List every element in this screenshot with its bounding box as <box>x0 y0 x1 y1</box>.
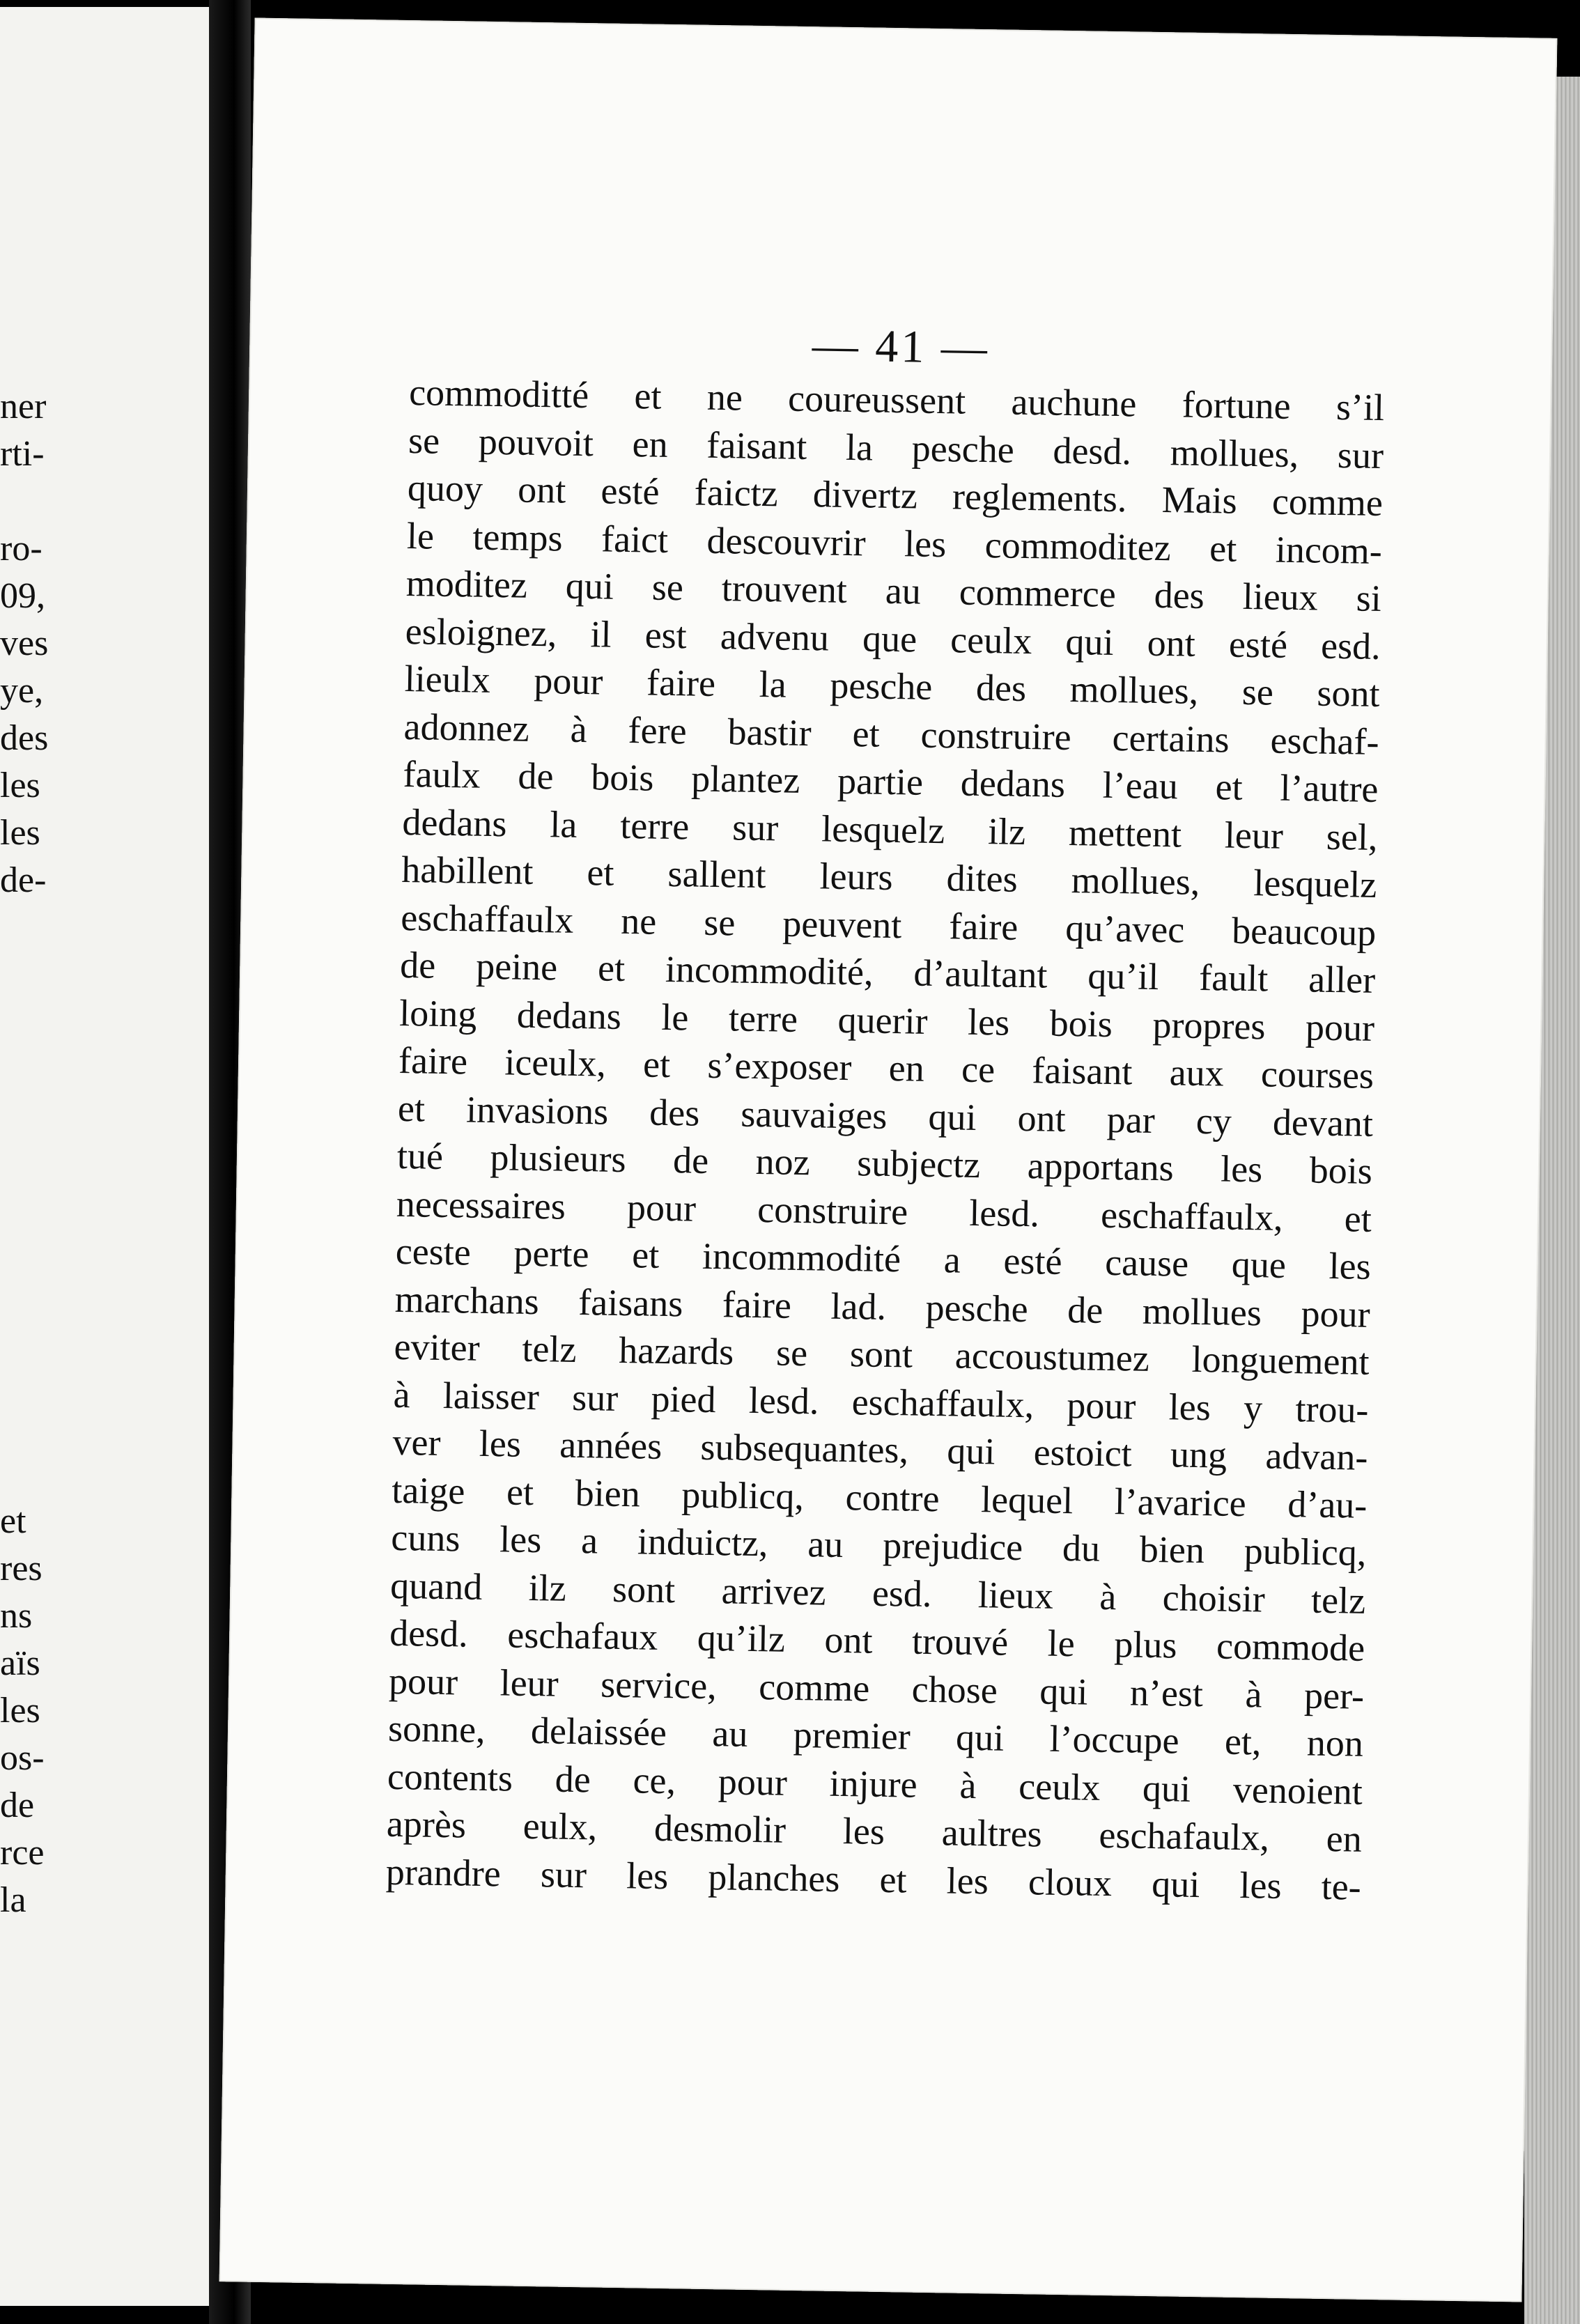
text-line: contents de ce, pour injure à ceulx qui venoient <box>387 1755 1363 1813</box>
left-page-fragment-line: et <box>0 1501 26 1541</box>
left-page-fragment-line: ye, <box>0 671 44 711</box>
left-page-fragment-line: les <box>0 766 40 805</box>
text-line: desd. eschafaux qu’ilz ont trouvé le plus commode <box>389 1611 1365 1669</box>
left-page-fragment <box>0 7 222 2306</box>
text-line: lieulx pour faire la pesche des mollues, se sont <box>404 658 1381 715</box>
text-line: marchans faisans faire lad. pesche de mollues pour <box>394 1278 1371 1335</box>
text-line: eschaffaulx ne se peuvent faire qu’avec beaucoup <box>400 896 1377 954</box>
text-line: ceste perte et incommodité a esté cause que les <box>395 1230 1372 1287</box>
text-line: moditez qui se trouvent au commerce des lieux si <box>405 562 1382 620</box>
text-line: necessaires pour construire lesd. eschaffaulx, et <box>396 1182 1372 1240</box>
text-line: ver les années subsequantes, qui estoict ung advan- <box>392 1420 1368 1478</box>
left-page-fragment-line: les <box>0 1691 40 1730</box>
left-page-fragment-line: de <box>0 1785 35 1825</box>
text-line: pour leur service, comme chose qui n’est à per- <box>388 1659 1365 1717</box>
text-line: quand ilz sont arrivez esd. lieux à choisir telz <box>389 1564 1366 1622</box>
text-line: dedans la terre sur lesquelz ilz mettent leur sel, <box>402 800 1378 858</box>
left-page-fragment-line: 09, <box>0 576 45 616</box>
text-line: taige et bien publicq, contre lequel l’avarice d’au- <box>392 1469 1368 1526</box>
text-line: après eulx, desmolir les aultres eschafaulx, en <box>386 1802 1363 1860</box>
left-page-fragment-line: os- <box>0 1738 45 1778</box>
left-page-fragment-line: les <box>0 813 40 853</box>
text-line: sonne, delaissée au premier qui l’occupe et, non <box>387 1707 1364 1765</box>
text-line: faire iceulx, et s’exposer en ce faisant aux courses <box>398 1039 1374 1097</box>
left-page-fragment-line: res <box>0 1549 42 1588</box>
text-line: quoy ont esté faictz divertz reglements. Mais comme <box>407 467 1384 525</box>
text-line: tué plusieurs de noz subjectz apportans les bois <box>396 1134 1373 1192</box>
text-line: habillent et sallent leurs dites mollues, lesquelz <box>401 848 1377 906</box>
text-line: le temps faict descouvrir les commoditez et incom- <box>406 514 1383 572</box>
left-page-fragment-line: ns <box>0 1596 33 1636</box>
book-page <box>219 18 1558 2302</box>
text-line: loing dedans le terre querir les bois propres pour <box>398 991 1375 1049</box>
left-page-fragment-line: rti- <box>0 434 45 474</box>
text-line: et invasions des sauvaiges qui ont par cy devant <box>397 1087 1374 1145</box>
page-number: — 41 — <box>812 320 991 374</box>
left-page-fragment-line: de- <box>0 860 47 900</box>
text-line: cuns les a induictz, au prejudice du bien publicq, <box>390 1516 1367 1574</box>
text-line: adonnez à fere bastir et construire certains eschaf- <box>403 705 1379 763</box>
left-page-fragments-top <box>0 383 70 904</box>
left-page-fragment-line: ro- <box>0 529 42 568</box>
body-text <box>385 369 1384 1911</box>
left-page-fragment-line: ves <box>0 623 49 663</box>
left-page-fragment-line: aïs <box>0 1643 40 1683</box>
left-page-fragment-line: ner <box>0 387 47 426</box>
text-line: de peine et incommodité, d’aultant qu’il fault aller <box>399 943 1376 1001</box>
text-line: prandre sur les planches et les cloux qui les te- <box>385 1850 1362 1908</box>
text-line: se pouvoit en faisant la pesche desd. mollues, sur <box>408 419 1384 477</box>
text-line: esloignez, il est advenu que ceulx qui ont esté esd. <box>405 610 1381 667</box>
text-line: à laisser sur pied lesd. eschaffaulx, pour les y trou- <box>393 1373 1369 1431</box>
left-page-fragments-bottom <box>0 1498 70 1924</box>
left-page-fragment-line: des <box>0 718 49 758</box>
text-line: commoditté et ne coureussent auchune fortune s’il <box>408 371 1385 429</box>
text-line: faulx de bois plantez partie dedans l’eau et l’autre <box>403 752 1379 810</box>
left-page-fragment-line: la <box>0 1880 26 1920</box>
left-page-fragment-line: rce <box>0 1833 45 1873</box>
left-page-fragment-line <box>0 478 70 525</box>
text-line: eviter telz hazards se sont accoustumez longuement <box>394 1325 1370 1383</box>
